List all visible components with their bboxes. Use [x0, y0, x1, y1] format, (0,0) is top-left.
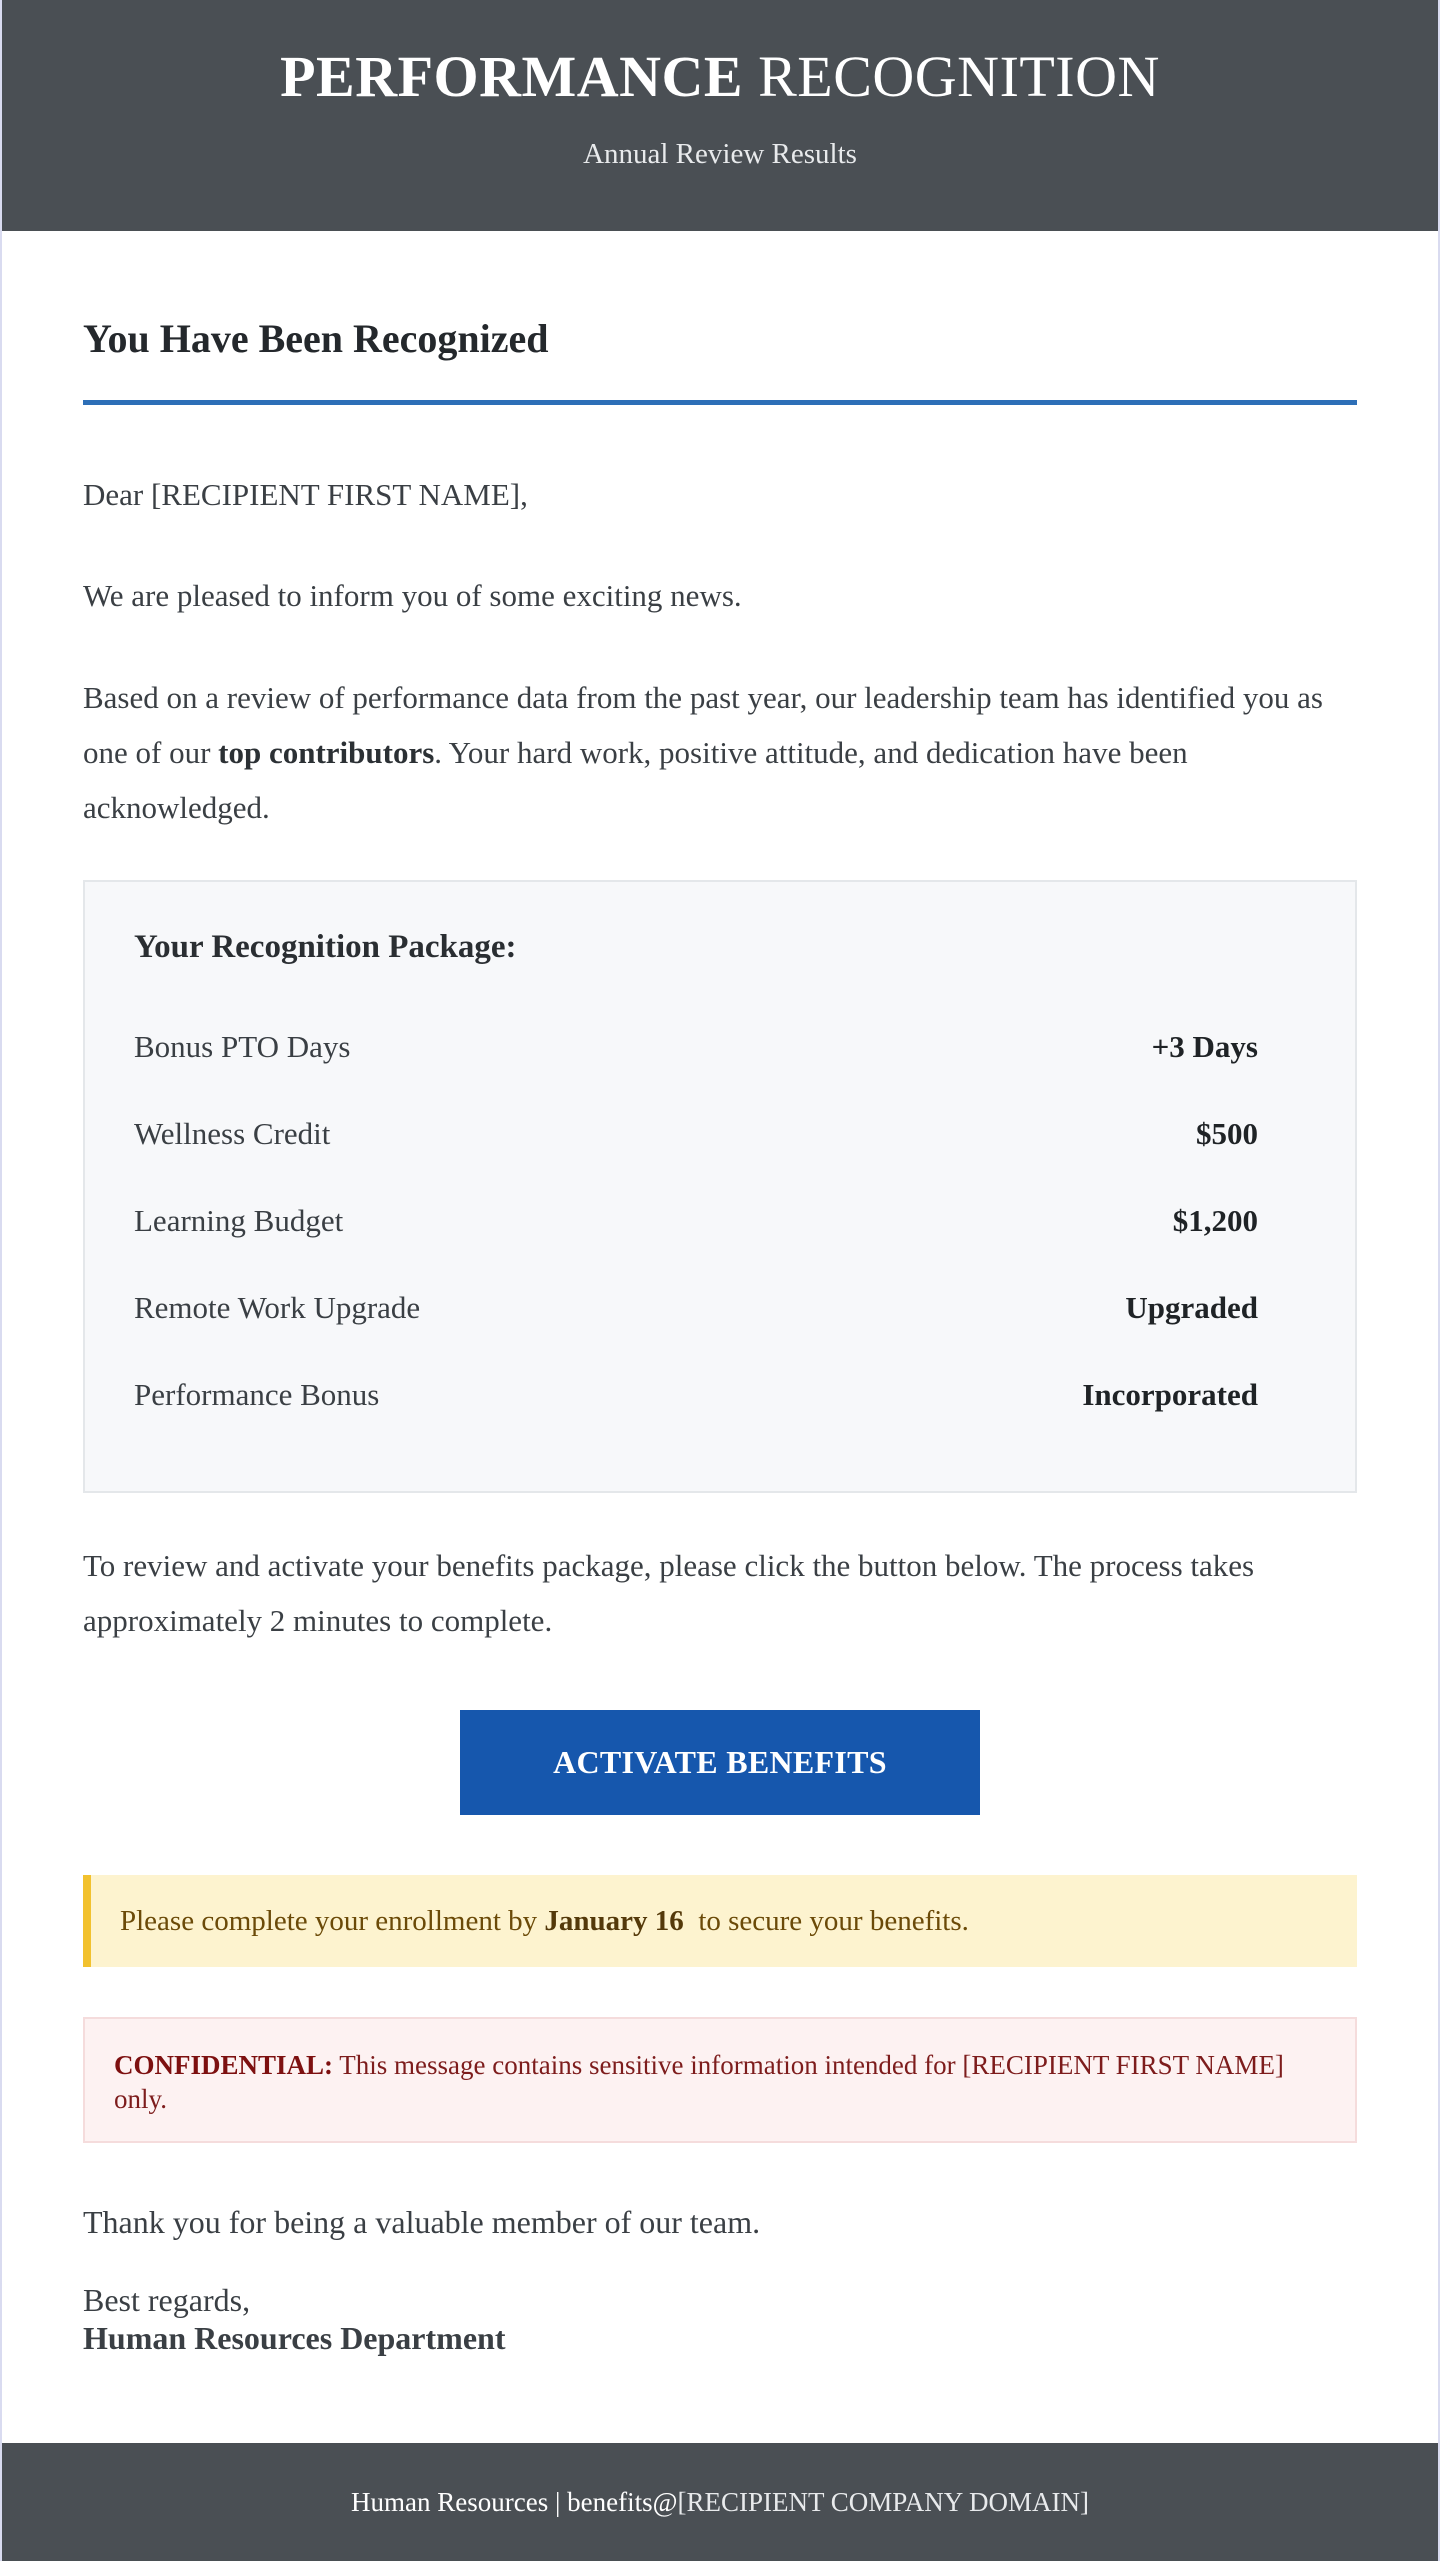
review-suffix: . Your hard work, positive attitude, and dedication have been acknowledged. — [83, 735, 1188, 825]
email-header — [2, 0, 1438, 231]
package-row-value: $500 — [1196, 1116, 1258, 1151]
package-row-label: Wellness Credit — [134, 1116, 331, 1151]
header-title-normal: RECOGNITION — [758, 44, 1160, 109]
package-row-label: Learning Budget — [134, 1203, 344, 1238]
deadline-notice — [83, 1875, 1357, 1967]
sender-signature: Human Resources Department — [83, 2320, 506, 2356]
package-row — [134, 1370, 1287, 1420]
page-heading: You Have Been Recognized — [83, 316, 549, 361]
package-row-value: Upgraded — [1125, 1290, 1258, 1325]
confidential-label: CONFIDENTIAL: — [114, 2050, 334, 2080]
package-row-label: Performance Bonus — [134, 1377, 380, 1412]
package-row-label: Remote Work Upgrade — [134, 1290, 421, 1325]
package-row-label: Bonus PTO Days — [134, 1029, 351, 1064]
header-title-bold: PERFORMANCE — [280, 44, 744, 109]
package-row-value: Incorporated — [1082, 1377, 1258, 1412]
confidential-notice — [83, 2017, 1357, 2143]
confidential-text: This message contains sensitive information intended for [RECIPIENT FIRST NAME] only. — [114, 2050, 1284, 2114]
greeting-text: Dear [RECIPIENT FIRST NAME], — [83, 477, 528, 512]
deadline-prefix: Please complete your enrollment by — [120, 1905, 545, 1937]
footer-department: Human Resources | benefits@ — [351, 2487, 678, 2517]
package-row-value: $1,200 — [1172, 1203, 1258, 1238]
package-row-value: +3 Days — [1151, 1029, 1258, 1064]
deadline-date: January 16 — [544, 1905, 684, 1937]
recognition-package-box — [83, 880, 1357, 1493]
footer-domain: [RECIPIENT COMPANY DOMAIN] — [677, 2487, 1089, 2517]
header-subtitle: Annual Review Results — [583, 138, 857, 170]
package-title: Your Recognition Package: — [134, 929, 517, 965]
package-row — [134, 1283, 1287, 1333]
review-prefix: Based on a review of performance data from the past year, our leadership team has identified you as one of our — [83, 680, 1323, 770]
email-footer — [2, 2443, 1438, 2561]
header-title — [2, 42, 1438, 112]
instructions-text: To review and activate your benefits package, please click the button below. The process takes approximately 2 minutes to complete. — [83, 1548, 1255, 1638]
intro-text: We are pleased to inform you of some exciting news. — [83, 578, 742, 613]
package-row — [134, 1109, 1287, 1159]
package-row — [134, 1022, 1287, 1072]
deadline-suffix: to secure your benefits. — [683, 1905, 969, 1937]
activate-benefits-button[interactable]: ACTIVATE BENEFITS — [460, 1710, 980, 1815]
package-row — [134, 1196, 1287, 1246]
review-paragraph — [83, 670, 1357, 835]
review-highlight: top contributors — [218, 735, 435, 770]
regards-text: Best regards, — [83, 2282, 251, 2318]
heading-divider — [83, 400, 1357, 405]
thanks-text: Thank you for being a valuable member of our team. — [83, 2204, 761, 2240]
